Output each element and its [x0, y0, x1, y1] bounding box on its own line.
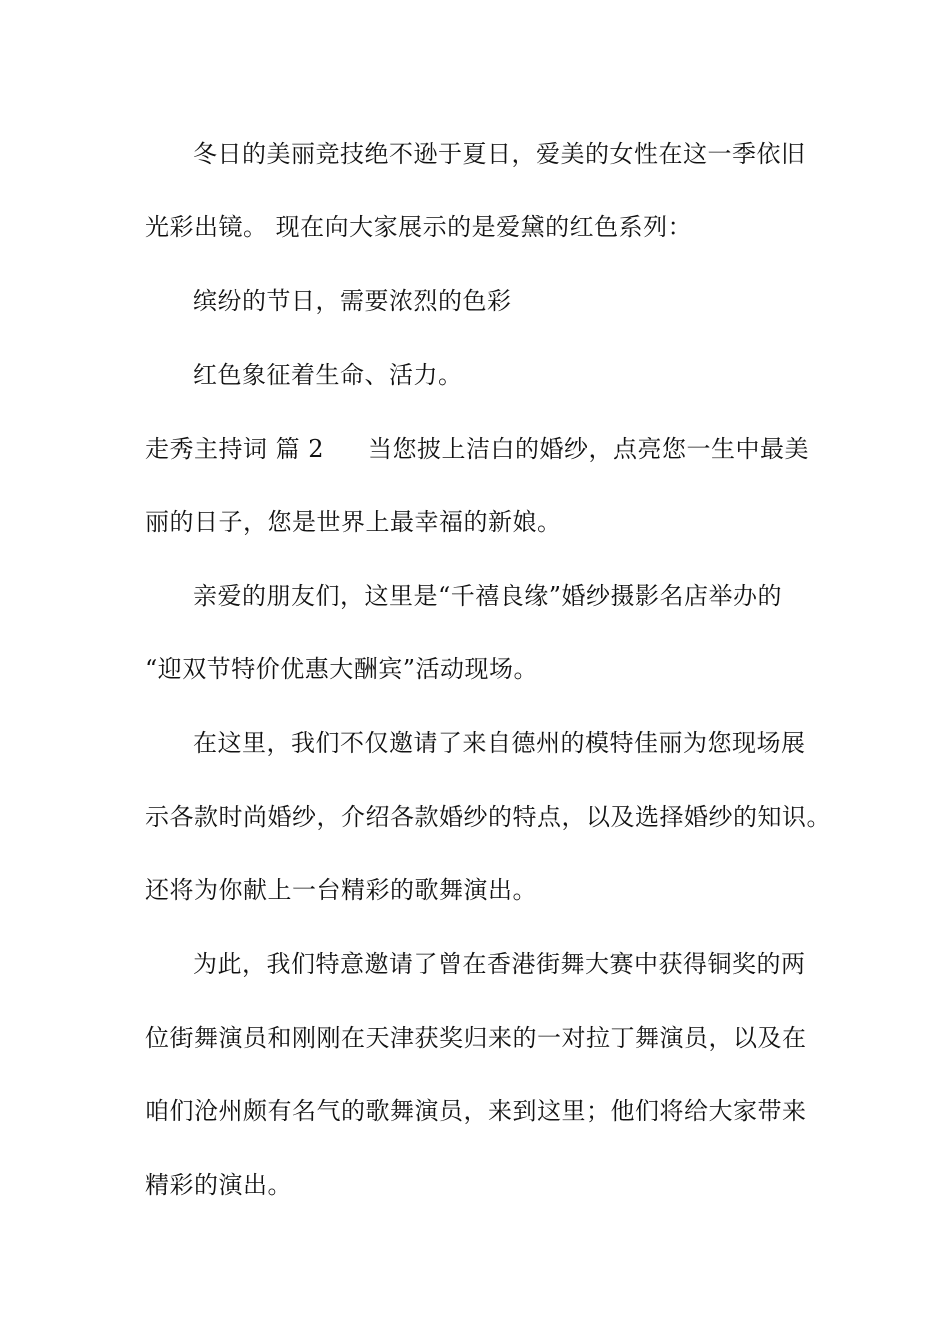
paragraph-line: 红色象征着生命、活力。: [193, 361, 463, 389]
paragraph-line: 冬日的美丽竞技绝不逊于夏日，爱美的女性在这一季依旧: [193, 140, 806, 168]
paragraph-line: 位街舞演员和刚刚在天津获奖归来的一对拉丁舞演员，以及在: [145, 1024, 807, 1052]
paragraph-line: 在这里，我们不仅邀请了来自德州的模特佳丽为您现场展: [193, 729, 806, 757]
paragraph-line: 还将为你献上一台精彩的歌舞演出。: [145, 876, 537, 904]
paragraph-line: 咱们沧州颇有名气的歌舞演员，来到这里；他们将给大家带来: [145, 1097, 807, 1125]
paragraph-line: 示各款时尚婚纱，介绍各款婚纱的特点，以及选择婚纱的知识。: [145, 803, 831, 831]
section-heading-line: [145, 432, 809, 466]
paragraph-text: 当您披上洁白的婚纱，点亮您一生中最美: [368, 435, 810, 463]
paragraph-line: “迎双节特价优惠大酬宾”活动现场。: [145, 655, 539, 683]
paragraph-line: 光彩出镜。 现在向大家展示的是爱黛的红色系列：: [145, 213, 693, 241]
paragraph-line: 亲爱的朋友们，这里是“千禧良缘”婚纱摄影名店举办的: [193, 582, 783, 610]
paragraph-line: 丽的日子，您是世界上最幸福的新娘。: [145, 508, 562, 536]
section-heading: 走秀主持词 篇 2: [145, 435, 325, 463]
paragraph-line: 精彩的演出。: [145, 1171, 292, 1199]
paragraph-line: 为此，我们特意邀请了曾在香港街舞大赛中获得铜奖的两: [193, 950, 806, 978]
paragraph-line: 缤纷的节日，需要浓烈的色彩: [193, 287, 512, 315]
